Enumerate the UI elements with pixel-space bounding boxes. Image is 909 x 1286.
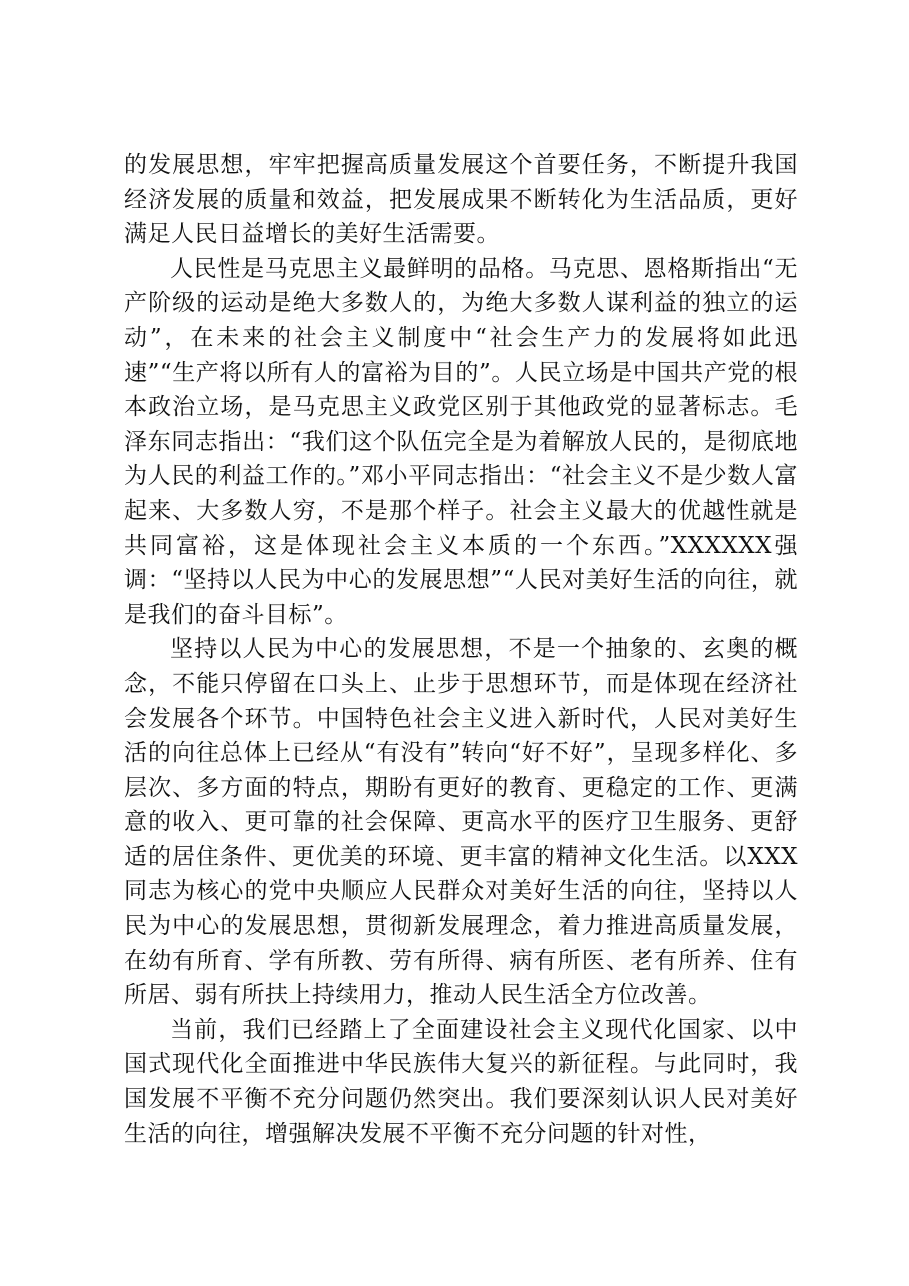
document-body [124,148,798,1151]
paragraph-people-nature: 人民性是马克思主义最鲜明的品格。马克思、恩格斯指出“无产阶级的运动是绝大多数人的，为绝大多数人谋利益的独立的运动”，在未来的社会主义制度中“社会生产力的发展将如此迅速”“生产将以所有人的富裕为目的”。人民立场是中国共产党的根本政治立场，是马克思主义政党区别于其他政党的显著标志。毛泽东同志指出：“我们这个队伍完全是为着解放人民的，是彻底地为人民的利益工作的。”邓小平同志指出：“社会主义不是少数人富起来、大多数人穷，不是那个样子。社会主义最大的优越性就是共同富裕，这是体现社会主义本质的一个东西。”XXXXXX强调：“坚持以人民为中心的发展思想”“人民对美好生活的向往，就是我们的奋斗目标”。 [124,255,798,628]
paragraph-new-journey: 当前，我们已经踏上了全面建设社会主义现代化国家、以中国式现代化全面推进中华民族伟大复兴的新征程。与此同时，我国发展不平衡不充分问题仍然突出。我们要深刻认识人民对美好生活的向往，增强解决发展不平衡不充分问题的针对性， [124,1016,798,1147]
paragraph-continuation: 的发展思想，牢牢把握高质量发展这个首要任务，不断提升我国经济发展的质量和效益，把发展成果不断转化为生活品质，更好满足人民日益增长的美好生活需要。 [124,152,798,248]
paragraph-people-centered: 坚持以人民为中心的发展思想，不是一个抽象的、玄奥的概念，不能只停留在口头上、止步于思想环节，而是体现在经济社会发展各个环节。中国特色社会主义进入新时代，人民对美好生活的向往总体上已经从“有没有”转向“好不好”，呈现多样化、多层次、多方面的特点，期盼有更好的教育、更稳定的工作、更满意的收入、更可靠的社会保障、更高水平的医疗卫生服务、更舒适的居住条件、更优美的环境、更丰富的精神文化生活。以XXX同志为核心的党中央顺应人民群众对美好生活的向往，坚持以人民为中心的发展思想，贯彻新发展理念，着力推进高质量发展，在幼有所育、学有所教、劳有所得、病有所医、老有所养、住有所居、弱有所扶上持续用力，推动人民生活全方位改善。 [124,636,798,1009]
